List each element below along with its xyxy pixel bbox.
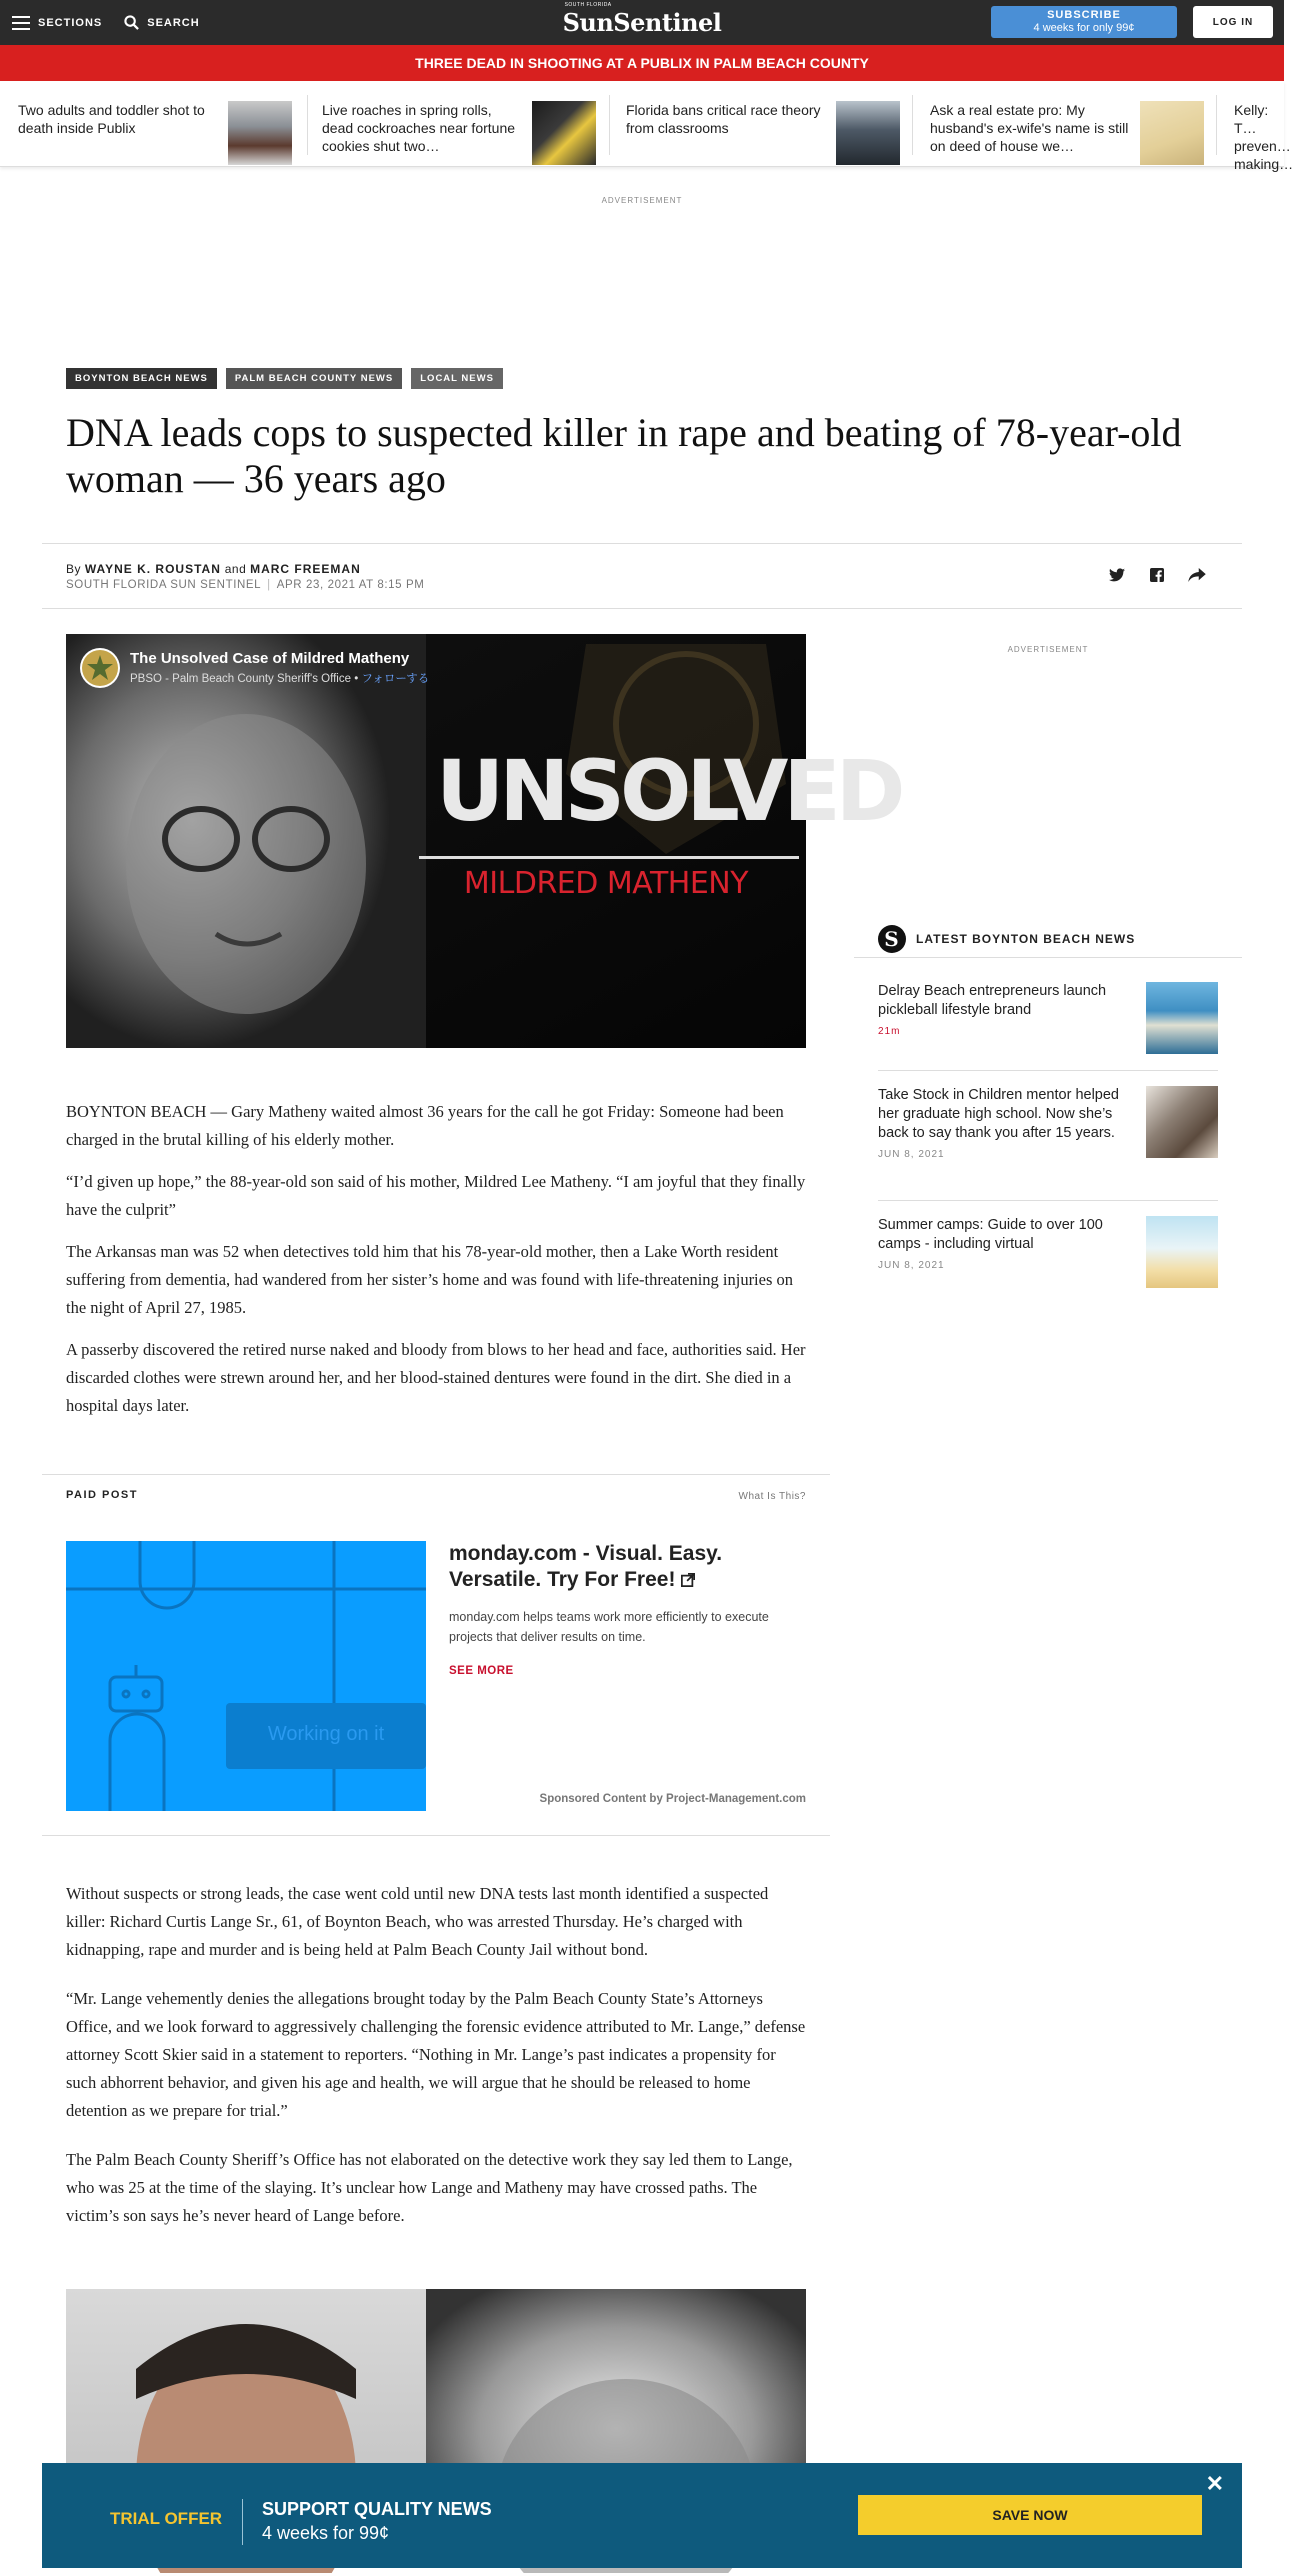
external-link-icon: [681, 1573, 695, 1587]
sponsored-by: Sponsored Content by Project-Management.com: [539, 1793, 806, 1805]
logo-tag: SOUTH FLORIDA: [564, 2, 612, 8]
sidebar-story-title: Summer camps: Guide to over 100 camps - including virtual: [878, 1217, 1103, 1252]
overlay-unsolved: UNSOLVED: [436, 742, 901, 840]
sections-label: SECTIONS: [38, 16, 103, 29]
byline-and: and: [224, 562, 247, 576]
close-icon[interactable]: ✕: [1205, 2471, 1224, 2496]
trending-item-text: Two adults and toddler shot to death inside Publix: [18, 102, 205, 136]
trending-thumbnail: [228, 101, 292, 165]
paid-post-title-text: monday.com - Visual. Easy. Versatile. Try For Free!: [449, 1542, 723, 1591]
top-nav: [0, 0, 1284, 45]
twitter-icon[interactable]: [1108, 566, 1126, 584]
section-tags: [66, 368, 503, 389]
trending-item[interactable]: [930, 89, 1204, 161]
trial-offer-label: TRIAL OFFER: [110, 2509, 223, 2528]
publish-date: APR 23, 2021 AT 8:15 PM: [276, 579, 425, 591]
trending-thumbnail: [1140, 101, 1204, 165]
sidebar-story-thumbnail: [1146, 982, 1218, 1054]
save-now-button[interactable]: SAVE NOW: [858, 2495, 1202, 2535]
article-paragraph: A passerby discovered the retired nurse naked and bloody from blows to her head and face, authorities said. Her discarded clothes were strewn around her, and her blood-stained dentures were found in the dirt. She died in a hospital days later.: [66, 1340, 806, 1415]
sun-sentinel-logo-icon: S: [878, 925, 906, 953]
article-paragraph: “Mr. Lange vehemently denies the allegations brought today by the Palm Beach County State’s Attorneys Office, and we look forward to aggressively challenging the forensic evidence attributed to Mr. Lange,” defense attorney Scott Skier said in a statement to reporters. “Nothing in Mr. Lange’s past indicates a propensity for such abhorrent behavior, and given his age and health, we will argue that he should be released to home detention as we prepare for trial.”: [66, 1989, 806, 2120]
see-more-link[interactable]: SEE MORE: [449, 1665, 514, 1677]
ad-label: ADVERTISEMENT: [601, 196, 683, 205]
offer-price: 4 weeks for 99¢: [262, 2523, 390, 2543]
trending-item-text: Ask a real estate pro: My husband's ex-wife's name is still on deed of house we…: [930, 102, 1129, 154]
search-label: SEARCH: [147, 16, 200, 29]
subscribe-button[interactable]: [991, 6, 1177, 38]
author-link[interactable]: WAYNE K. ROUSTAN: [84, 562, 221, 576]
author-link[interactable]: MARC FREEMAN: [250, 562, 361, 576]
sidebar-story[interactable]: [878, 1216, 1218, 1271]
byline-bar: [42, 543, 1242, 609]
offer-divider: [242, 2499, 243, 2545]
offer-headline: SUPPORT QUALITY NEWS: [262, 2499, 492, 2519]
tag-local-news[interactable]: LOCAL NEWS: [411, 368, 503, 389]
trending-item[interactable]: [1234, 89, 1294, 172]
article-paragraph: Without suspects or strong leads, the case went cold until new DNA tests last month identified a suspected killer: Richard Curtis Lange Sr., 61, of Boynton Beach, who was arrested Thursday. He’s charged with kidnapping, rape and murder and is being held at Palm Beach County Jail without bond.: [66, 1884, 769, 1959]
sidebar-story-title: Take Stock in Children mentor helped her graduate high school. Now she’s back to say thank you after 15 years.: [878, 1087, 1119, 1141]
trending-item[interactable]: [626, 89, 900, 161]
trending-item[interactable]: [18, 89, 292, 161]
subscribe-label: SUBSCRIBE: [1047, 9, 1121, 21]
share-icons: [1108, 566, 1206, 584]
tag-palm-beach-county-news[interactable]: PALM BEACH COUNTY NEWS: [226, 368, 402, 389]
paid-post-description: monday.com helps teams work more efficiently to execute projects that deliver results on time.: [449, 1610, 769, 1644]
sidebar-ad-label: ADVERTISEMENT: [1007, 645, 1089, 654]
byline: [66, 562, 361, 576]
article-paragraph: BOYNTON BEACH — Gary Matheny waited almost 36 years for the call he got Friday: Someone had been charged in the brutal killing of his elderly mother.: [66, 1102, 784, 1149]
tag-boynton-beach-news[interactable]: BOYNTON BEACH NEWS: [66, 368, 217, 389]
video-title[interactable]: The Unsolved Case of Mildred Matheny: [130, 650, 410, 667]
sidebar-story[interactable]: [878, 982, 1218, 1037]
trending-thumbnail: [836, 101, 900, 165]
article-paragraph: The Palm Beach County Sheriff’s Office has not elaborated on the detective work they say led them to Lange, who was 25 at the time of the slaying. It’s unclear how Lange and Matheny may have crossed paths. The victim’s son says he’s never heard of Lange before.: [66, 2150, 793, 2225]
follow-link[interactable]: フォローする: [361, 673, 430, 685]
channel-name: PBSO - Palm Beach County Sheriff's Office •: [130, 673, 359, 685]
sidebar-heading: [854, 920, 1242, 958]
article-body-bottom: [66, 1880, 806, 2230]
share-icon[interactable]: [1188, 566, 1206, 584]
what-is-this-link[interactable]: What Is This?: [738, 1491, 806, 1502]
breaking-news-banner[interactable]: THREE DEAD IN SHOOTING AT A PUBLIX IN PALM BEACH COUNTY: [0, 45, 1284, 81]
trending-item-text: Florida bans critical race theory from classrooms: [626, 102, 821, 136]
video-channel: [130, 670, 429, 686]
subscribe-offer: 4 weeks for only 99¢: [1033, 22, 1135, 34]
sidebar-story-time: JUN 8, 2021: [878, 1149, 945, 1160]
paid-post-label: PAID POST: [66, 1489, 138, 1501]
trial-offer-bar: [42, 2463, 1242, 2568]
trending-item[interactable]: [322, 89, 596, 161]
sidebar-story[interactable]: [878, 1086, 1218, 1160]
dateline: SOUTH FLORIDA SUN SENTINEL | APR 23, 2021 AT 8:15 PM: [66, 579, 425, 591]
facebook-icon[interactable]: [1148, 566, 1166, 584]
publication-name: SOUTH FLORIDA SUN SENTINEL: [66, 579, 262, 591]
logo-text: SunSentinel: [562, 8, 722, 37]
paid-post-image-caption: Working on it: [267, 1723, 385, 1745]
paid-post: [42, 1474, 830, 1836]
sidebar-story-title: Delray Beach entrepreneurs launch pickleball lifestyle brand: [878, 983, 1107, 1018]
login-button[interactable]: LOG IN: [1193, 6, 1273, 38]
paid-post-image[interactable]: [66, 1541, 426, 1811]
trending-item-text: Kelly: T… preven… making…: [1234, 102, 1294, 172]
sidebar-story-time: JUN 8, 2021: [878, 1260, 945, 1271]
overlay-divider: [419, 856, 799, 859]
sidebar-heading-text: LATEST BOYNTON BEACH NEWS: [916, 931, 1136, 946]
overlay-name: MILDRED MATHENY: [463, 866, 749, 901]
article-paragraph: “I’d given up hope,” the 88-year-old son said of his mother, Mildred Lee Matheny. “I am joyful that they finally have the culprit”: [66, 1172, 806, 1219]
article-paragraph: The Arkansas man was 52 when detectives told him that his 78-year-old mother, then a Lake Worth resident suffering from dementia, had wandered from her sister’s home and was found with life-threatening injuries on the night of April 27, 1985.: [66, 1242, 794, 1317]
sidebar-story-thumbnail: [1146, 1086, 1218, 1158]
article-body-top: [66, 1098, 806, 1420]
sidebar-story-thumbnail: [1146, 1216, 1218, 1288]
paid-post-title[interactable]: [449, 1541, 809, 1593]
sidebar-story-time: 21m: [878, 1026, 901, 1037]
pbso-badge-icon: [80, 648, 120, 688]
byline-prefix: By: [66, 562, 82, 576]
headline: DNA leads cops to suspected killer in rape and beating of 78-year-old woman — 36 years ago: [66, 410, 1182, 501]
trending-item-text: Live roaches in spring rolls, dead cockroaches near fortune cookies shut two…: [322, 102, 516, 154]
trending-strip: [0, 81, 1294, 172]
trending-thumbnail: [532, 101, 596, 165]
